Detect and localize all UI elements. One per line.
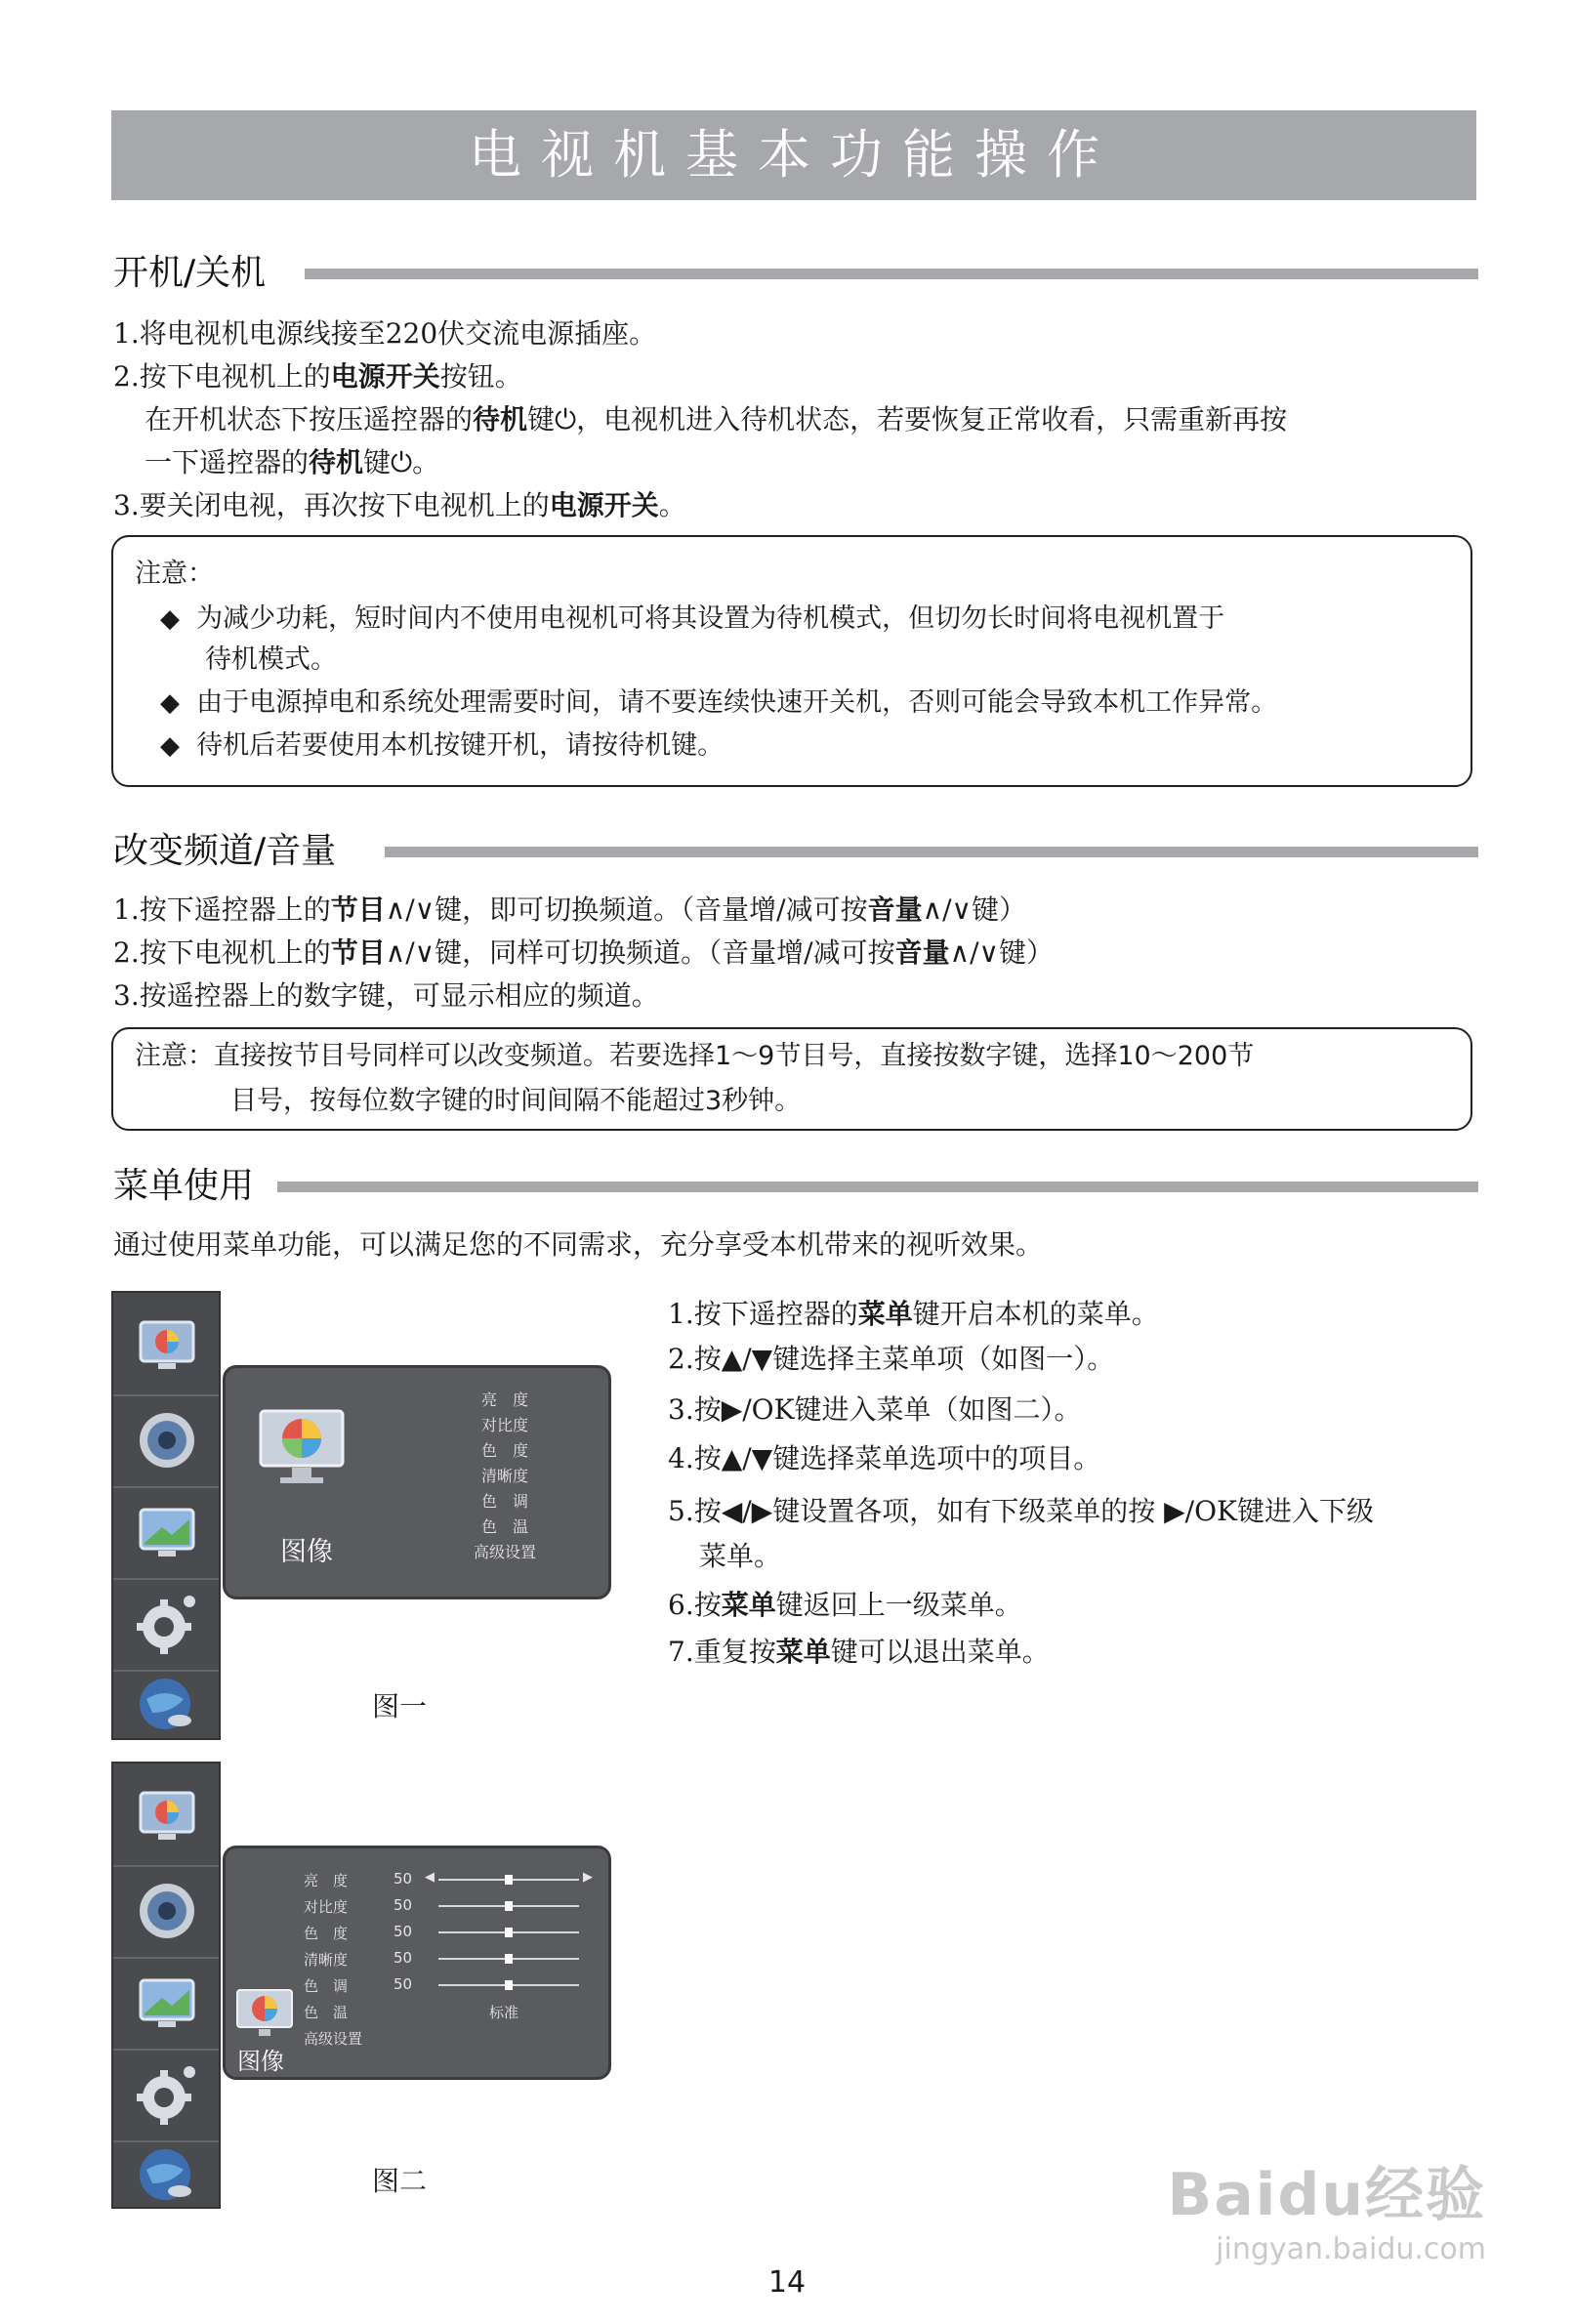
globe-network-icon — [133, 2140, 201, 2209]
note-bullet-2: ◆ 由于电源掉电和系统处理需要时间，请不要连续快速开关机，否则可能会导致本机工作异常。 — [160, 687, 1278, 718]
baidu-watermark — [1168, 2148, 1486, 2266]
figure-2-caption: 图二 — [372, 2165, 428, 2197]
picture-menu-icon — [133, 1312, 201, 1381]
setting-row-contrast[interactable] — [304, 1896, 597, 1920]
setting-slider[interactable] — [438, 1984, 579, 1986]
option-advanced[interactable]: 高级设置 — [473, 1543, 536, 1561]
picture-menu-icon — [133, 1783, 201, 1851]
sidebar-divider — [113, 1957, 219, 1959]
setting-row-advanced[interactable] — [304, 2028, 597, 2052]
slider-right-arrow-icon[interactable]: ▶ — [583, 1870, 593, 1885]
sidebar-divider — [113, 2049, 219, 2051]
setting-row-tint[interactable] — [304, 1975, 597, 1999]
note-box-power — [111, 535, 1472, 787]
setting-row-sharpness[interactable] — [304, 1949, 597, 1972]
channel-menu-icon — [133, 1498, 201, 1566]
menu-intro: 通过使用菜单功能，可以满足您的不同需求，充分享受本机带来的视听效果。 — [113, 1228, 1044, 1261]
menu-step-5-cont: 菜单。 — [699, 1540, 782, 1572]
picture-category-icon — [255, 1407, 349, 1489]
section-divider — [305, 269, 1478, 279]
channel-note-line-1: 注意：直接按节目号同样可以改变频道。若要选择1～9节目号，直接按数字键，选择10～200节 — [135, 1041, 1255, 1071]
setting-slider[interactable] — [438, 1958, 579, 1960]
section-divider — [277, 1182, 1478, 1192]
slider-knob[interactable] — [505, 1875, 513, 1885]
setting-name: 色 度 — [304, 1925, 349, 1942]
menu-step-5: 5.按◀/▶键设置各项，如有下级菜单的按 ▶/OK键进入下级 — [668, 1495, 1374, 1527]
power-step-3: 3.要关闭电视，再次按下电视机上的电源开关。 — [113, 489, 686, 521]
fig1-picture-submenu — [223, 1365, 611, 1599]
menu-step-7: 7.重复按菜单键可以退出菜单。 — [668, 1636, 1050, 1668]
setting-name: 高级设置 — [304, 2030, 363, 2048]
section-title: 开机/关机 — [113, 249, 275, 298]
section-header-menu — [113, 1162, 1478, 1211]
watermark-url: jingyan.baidu.com — [1216, 2232, 1486, 2266]
setting-row-saturation[interactable] — [304, 1923, 597, 1946]
setting-value: 50 — [394, 1975, 413, 1993]
sound-menu-icon — [133, 1406, 201, 1474]
setting-slider[interactable] — [438, 1931, 579, 1933]
section-header-channel — [113, 827, 1478, 876]
power-step-2-detail-cont: 一下遥控器的待机键⏻。 — [145, 446, 440, 478]
menu-step-6: 6.按菜单键返回上一级菜单。 — [668, 1589, 1022, 1621]
page-number: 14 — [767, 2265, 807, 2300]
picture-category-label: 图像 — [280, 1537, 333, 1567]
note-bullet-1: ◆ 为减少功耗，短时间内不使用电视机可将其设置为待机模式，但切勿长时间将电视机置于 — [160, 603, 1225, 634]
slider-knob[interactable] — [505, 1928, 513, 1937]
section-title: 改变频道/音量 — [113, 827, 346, 876]
setting-name: 色 温 — [304, 2004, 349, 2021]
slider-knob[interactable] — [505, 1980, 513, 1990]
setting-row-color-temp[interactable] — [304, 2002, 597, 2025]
setting-value: 50 — [394, 1896, 413, 1914]
fig2-picture-settings-panel — [223, 1846, 611, 2080]
option-color-temp[interactable]: 色 温 — [480, 1517, 528, 1536]
option-saturation[interactable]: 色 度 — [480, 1441, 528, 1460]
channel-step-2: 2.按下电视机上的节目∧/∨键，同样可切换频道。（音量增/减可按音量∧/∨键） — [113, 936, 1055, 969]
setting-value: 标准 — [489, 2004, 519, 2021]
menu-step-3: 3.按▶/OK键进入菜单（如图二）。 — [668, 1393, 1082, 1426]
section-divider — [385, 847, 1478, 857]
slider-left-arrow-icon[interactable]: ◀ — [425, 1870, 435, 1885]
picture-category-label: 图像 — [237, 2048, 284, 2075]
setting-name: 对比度 — [304, 1898, 349, 1916]
setting-name: 清晰度 — [304, 1951, 349, 1969]
note-box-channel — [111, 1027, 1472, 1131]
setting-value: 50 — [394, 1923, 413, 1940]
note-bullet-3: ◆ 待机后若要使用本机按键开机，请按待机键。 — [160, 730, 725, 761]
setting-value: 50 — [394, 1870, 413, 1888]
sidebar-divider — [113, 1486, 219, 1488]
slider-knob[interactable] — [505, 1954, 513, 1964]
picture-options-list — [407, 1382, 563, 1587]
setting-name: 亮 度 — [304, 1872, 349, 1889]
option-brightness[interactable]: 亮 度 — [480, 1390, 528, 1409]
option-contrast[interactable]: 对比度 — [480, 1416, 528, 1434]
setting-slider[interactable] — [438, 1879, 579, 1881]
setting-value: 50 — [394, 1949, 413, 1967]
sound-menu-icon — [133, 1877, 201, 1945]
menu-step-1: 1.按下遥控器的菜单键开启本机的菜单。 — [668, 1298, 1159, 1330]
channel-menu-icon — [133, 1969, 201, 2037]
setting-name: 色 调 — [304, 1977, 349, 1995]
power-step-2: 2.按下电视机上的电源开关按钮。 — [113, 360, 522, 393]
power-step-1: 1.将电视机电源线接至220伏交流电源插座。 — [113, 317, 657, 350]
sidebar-divider — [113, 1865, 219, 1867]
menu-step-2: 2.按▲/▼键选择主菜单项（如图一）。 — [668, 1343, 1115, 1375]
setting-slider[interactable] — [438, 1905, 579, 1907]
section-header-power — [113, 249, 1478, 298]
fig1-main-menu-sidebar — [111, 1291, 221, 1740]
power-step-2-detail: 在开机状态下按压遥控器的待机键⏻，电视机进入待机状态，若要恢复正常收看，只需重新再按 — [145, 403, 1288, 436]
globe-network-icon — [133, 1670, 201, 1738]
menu-step-4: 4.按▲/▼键选择菜单选项中的项目。 — [668, 1442, 1101, 1474]
section-title: 菜单使用 — [113, 1162, 264, 1211]
note-label: 注意： — [135, 559, 214, 589]
picture-category-icon — [233, 1987, 296, 2044]
settings-gear-icon — [133, 1590, 201, 1658]
channel-step-1: 1.按下遥控器上的节目∧/∨键，即可切换频道。（音量增/减可按音量∧/∨键） — [113, 893, 1027, 926]
setting-row-brightness[interactable] — [304, 1870, 597, 1893]
page-banner-title: 电视机基本功能操作 — [111, 110, 1476, 200]
option-tint[interactable]: 色 调 — [480, 1492, 528, 1511]
sidebar-divider — [113, 1578, 219, 1580]
slider-knob[interactable] — [505, 1901, 513, 1911]
settings-gear-icon — [133, 2060, 201, 2129]
sidebar-divider — [113, 1394, 219, 1396]
channel-note-line-2: 目号，按每位数字键的时间间隔不能超过3秒钟。 — [230, 1086, 802, 1116]
figure-1-caption: 图一 — [372, 1690, 428, 1722]
channel-step-3: 3.按遥控器上的数字键，可显示相应的频道。 — [113, 979, 659, 1012]
watermark-brand: Baidu经验 — [1167, 2161, 1486, 2229]
option-sharpness[interactable]: 清晰度 — [480, 1467, 528, 1485]
fig2-main-menu-sidebar — [111, 1762, 221, 2209]
note-bullet-1-cont: 待机模式。 — [205, 644, 337, 675]
